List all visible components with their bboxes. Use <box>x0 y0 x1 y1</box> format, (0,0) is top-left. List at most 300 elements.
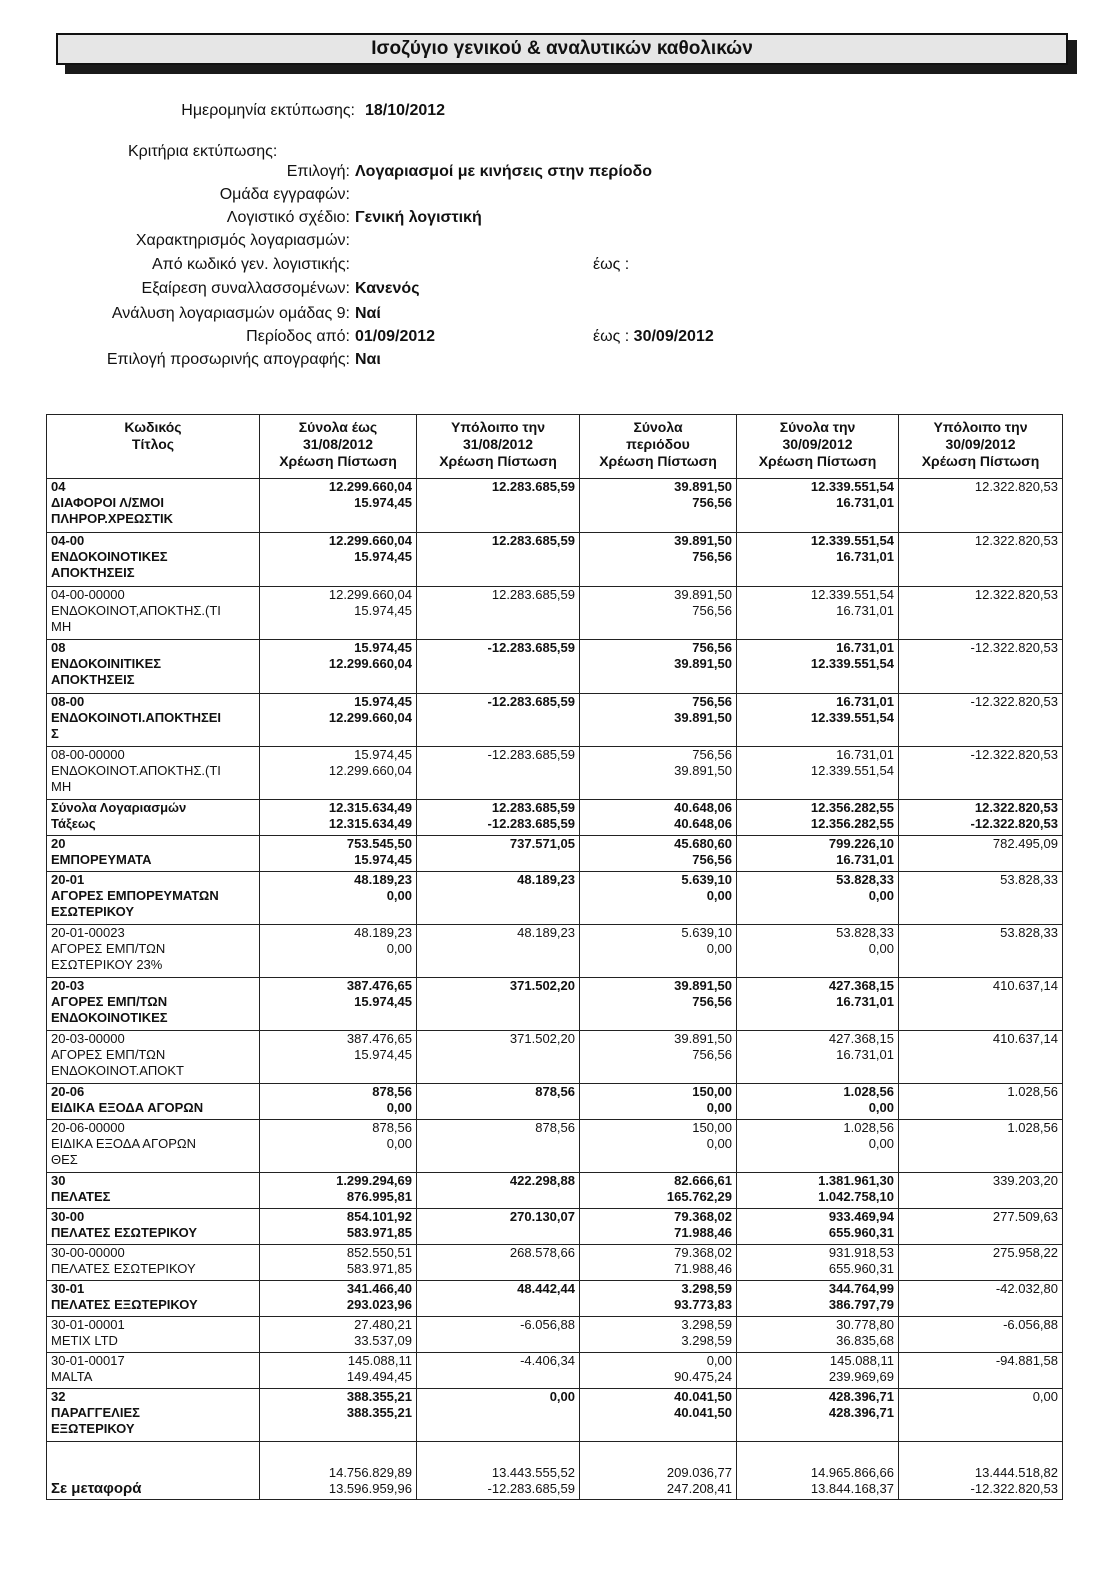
cell-debit: 410.637,14 <box>992 978 1058 993</box>
cell-debit: 427.368,15 <box>828 1031 894 1046</box>
cell-credit: 756,56 <box>692 495 732 510</box>
cell-credit: 93.773,83 <box>674 1297 732 1312</box>
balance-at-date-cell <box>899 1084 1063 1120</box>
cell-debit: 387.476,65 <box>346 978 412 993</box>
cell-credit: 12.339.551,54 <box>810 656 894 671</box>
cell-debit: 48.189,23 <box>517 872 575 887</box>
cell-credit: 16.731,01 <box>836 603 894 618</box>
column-header <box>417 415 580 479</box>
cell-credit: 756,56 <box>692 1047 732 1062</box>
balance-prior-cell <box>417 1281 580 1317</box>
print-date-row <box>0 102 1115 124</box>
period-totals-cell <box>580 1389 737 1442</box>
cell-debit: 82.666,61 <box>674 1173 732 1188</box>
account-title: ΑΠΟΚΤΗΣΕΙΣ <box>51 672 135 687</box>
totals-at-date-cell <box>737 747 899 800</box>
account-title: ΕΝΔΟΚΟΙΝΟΤΙ.ΑΠΟΚΤΗΣΕΙ <box>51 710 222 725</box>
cell-debit: -6.056,88 <box>520 1317 575 1332</box>
balance-prior-cell <box>417 1173 580 1209</box>
cell-debit: 422.298,88 <box>509 1173 575 1188</box>
cell-debit: -12.322.820,53 <box>970 747 1058 762</box>
balance-table <box>46 414 1063 1500</box>
column-header-line3: Χρέωση Πίστωση <box>599 453 717 469</box>
account-cell <box>47 1245 260 1281</box>
period-totals-cell <box>580 978 737 1031</box>
account-code: 32 <box>51 1389 66 1404</box>
cell-credit: 15.974,45 <box>354 994 412 1009</box>
totals-to-date-cell <box>260 1281 417 1317</box>
print-date-label: Ημερομηνία εκτύπωσης: <box>181 102 355 119</box>
totals-at-date-cell <box>737 1389 899 1442</box>
account-cell <box>47 978 260 1031</box>
criteria-row <box>0 163 1115 185</box>
account-title: ΕΜΠΟΡΕΥΜΑΤΑ <box>51 852 152 867</box>
balance-at-date-cell <box>899 747 1063 800</box>
account-title: ΑΠΟΚΤΗΣΕΙΣ <box>51 565 135 580</box>
cell-credit: 16.731,01 <box>836 549 894 564</box>
account-title: ΔΙΑΦΟΡΟΙ Λ/ΣΜΟΙ <box>51 495 164 510</box>
cell-debit: 5.639,10 <box>681 872 732 887</box>
cell-credit: 239.969,69 <box>828 1369 894 1384</box>
balance-prior-cell <box>417 640 580 694</box>
cell-debit: -42.032,80 <box>995 1281 1058 1296</box>
cell-debit: 48.189,23 <box>517 925 575 940</box>
account-code: 20-01-00023 <box>51 925 125 940</box>
table-header-row <box>47 415 1063 479</box>
table-row <box>47 925 1063 978</box>
balance-prior-cell <box>417 1389 580 1442</box>
totals-at-date-cell <box>737 1173 899 1209</box>
cell-debit: -4.406,34 <box>520 1353 575 1368</box>
cell-credit: 247.208,41 <box>666 1481 732 1496</box>
cell-credit: 16.731,01 <box>836 1047 894 1062</box>
cell-debit: 12.299.660,04 <box>328 587 412 602</box>
account-title: ΑΓΟΡΕΣ ΕΜΠ/ΤΩΝ <box>51 1047 166 1062</box>
cell-credit: 12.339.551,54 <box>810 710 894 725</box>
balance-at-date-cell <box>899 1031 1063 1084</box>
table-row <box>47 640 1063 694</box>
account-title: ΑΓΟΡΕΣ ΕΜΠ/ΤΩΝ <box>51 994 168 1009</box>
totals-to-date-cell <box>260 533 417 587</box>
table-row <box>47 1173 1063 1209</box>
account-cell <box>47 694 260 747</box>
criteria-extra-value: 30/09/2012 <box>633 328 714 345</box>
totals-to-date-cell <box>260 1353 417 1389</box>
criteria-row <box>0 351 1115 373</box>
account-code: 08-00-00000 <box>51 747 125 762</box>
carry-forward-row <box>47 1442 1063 1500</box>
totals-at-date-cell <box>737 872 899 925</box>
cell-debit: 344.764,99 <box>828 1281 894 1296</box>
carry-cell <box>899 1442 1063 1500</box>
column-header <box>260 415 417 479</box>
cell-debit: 371.502,20 <box>509 978 575 993</box>
cell-debit: 1.028,56 <box>1007 1120 1058 1135</box>
cell-debit: 209.036,77 <box>666 1465 732 1480</box>
balance-at-date-cell <box>899 836 1063 872</box>
column-header-line2: 31/08/2012 <box>302 436 374 452</box>
cell-debit: 15.974,45 <box>354 640 412 655</box>
cell-debit: 12.283.685,59 <box>491 533 575 548</box>
totals-at-date-cell <box>737 1209 899 1245</box>
cell-debit: 878,56 <box>372 1084 412 1099</box>
cell-credit: 33.537,09 <box>354 1333 412 1348</box>
totals-to-date-cell <box>260 925 417 978</box>
account-cell <box>47 800 260 836</box>
criteria-heading: Κριτήρια εκτύπωσης: <box>128 143 278 160</box>
cell-credit: 13.844.168,37 <box>810 1481 894 1496</box>
cell-credit: 0,00 <box>706 888 732 903</box>
criteria-label: Επιλογή προσωρινής απογραφής: <box>106 351 350 368</box>
cell-credit: 39.891,50 <box>674 710 732 725</box>
balance-prior-cell <box>417 1353 580 1389</box>
balance-prior-cell <box>417 1031 580 1084</box>
criteria-label: Χαρακτηρισμός λογαριασμών: <box>135 232 350 249</box>
account-title: ΕΞΩΤΕΡΙΚΟΥ <box>51 1421 135 1436</box>
balance-at-date-cell <box>899 978 1063 1031</box>
criteria-value: Κανενός <box>355 280 420 297</box>
account-code: 08 <box>51 640 66 655</box>
totals-to-date-cell <box>260 978 417 1031</box>
table-row <box>47 1389 1063 1442</box>
account-cell <box>47 1173 260 1209</box>
period-totals-cell <box>580 747 737 800</box>
cell-debit: 12.339.551,54 <box>810 479 894 494</box>
table-body <box>47 479 1063 1500</box>
balance-prior-cell <box>417 1084 580 1120</box>
account-title: ΑΓΟΡΕΣ ΕΜΠ/ΤΩΝ <box>51 941 166 956</box>
cell-debit: 878,56 <box>535 1120 575 1135</box>
criteria-row <box>0 256 1115 278</box>
cell-credit: 71.988,46 <box>674 1225 732 1240</box>
cell-debit: 878,56 <box>372 1120 412 1135</box>
cell-debit: -12.283.685,59 <box>487 694 575 709</box>
table-row <box>47 1084 1063 1120</box>
totals-at-date-cell <box>737 1245 899 1281</box>
account-title: ΕΝΔΟΚΟΙΝΙΤΙΚΕΣ <box>51 656 162 671</box>
balance-prior-cell <box>417 694 580 747</box>
criteria-label: Περίοδος από: <box>246 328 350 345</box>
cell-debit: 3.298,59 <box>681 1317 732 1332</box>
totals-to-date-cell <box>260 479 417 533</box>
period-totals-cell <box>580 640 737 694</box>
column-header-line1: Κωδικός <box>124 419 182 435</box>
balance-prior-cell <box>417 836 580 872</box>
totals-at-date-cell <box>737 1031 899 1084</box>
column-header-line3: Χρέωση Πίστωση <box>758 453 877 469</box>
balance-at-date-cell <box>899 872 1063 925</box>
cell-debit: -12.322.820,53 <box>970 694 1058 709</box>
criteria-label: Λογιστικό σχέδιο: <box>226 209 350 226</box>
cell-credit: 12.299.660,04 <box>328 763 412 778</box>
cell-debit: 3.298,59 <box>681 1281 732 1296</box>
cell-debit: 753.545,50 <box>346 836 412 851</box>
balance-at-date-cell <box>899 479 1063 533</box>
table-row <box>47 1120 1063 1173</box>
balance-at-date-cell <box>899 533 1063 587</box>
cell-debit: 12.339.551,54 <box>810 533 894 548</box>
account-title: Τάξεως <box>51 816 96 831</box>
column-header-line1: Υπόλοιπο την <box>450 419 546 435</box>
cell-debit: 150,00 <box>692 1120 732 1135</box>
cell-credit: 15.974,45 <box>354 852 412 867</box>
column-header-line2: 30/09/2012 <box>782 436 853 452</box>
cell-debit: 150,00 <box>692 1084 732 1099</box>
column-header-line2: 31/08/2012 <box>462 436 534 452</box>
account-code: 30 <box>51 1173 66 1188</box>
cell-debit: 53.828,33 <box>1000 872 1058 887</box>
cell-credit: 0,00 <box>706 1100 732 1115</box>
period-totals-cell <box>580 1084 737 1120</box>
criteria-extra: έως : 30/09/2012 <box>593 328 714 345</box>
cell-credit: 165.762,29 <box>666 1189 732 1204</box>
cell-credit: 386.797,79 <box>828 1297 894 1312</box>
totals-at-date-cell <box>737 978 899 1031</box>
totals-to-date-cell <box>260 800 417 836</box>
account-title: ΠΛΗΡΟΡ.ΧΡΕΩΣΤΙΚ <box>51 511 174 526</box>
cell-debit: 15.974,45 <box>354 694 412 709</box>
period-totals-cell <box>580 1209 737 1245</box>
account-code: 20 <box>51 836 66 851</box>
cell-credit: 0,00 <box>386 941 412 956</box>
cell-debit: 15.974,45 <box>354 747 412 762</box>
totals-to-date-cell <box>260 640 417 694</box>
cell-credit: 388.355,21 <box>346 1405 412 1420</box>
account-code: 20-03 <box>51 978 85 993</box>
cell-credit: 0,00 <box>868 1100 894 1115</box>
period-totals-cell <box>580 1031 737 1084</box>
column-header-line1: Σύνολα <box>633 419 683 435</box>
cell-debit: 40.648,06 <box>674 800 732 815</box>
cell-debit: 268.578,66 <box>509 1245 575 1260</box>
cell-debit: -94.881,58 <box>995 1353 1058 1368</box>
criteria-value: Γενική λογιστική <box>355 209 482 226</box>
criteria-value: 01/09/2012 <box>355 328 436 345</box>
account-cell <box>47 1353 260 1389</box>
totals-at-date-cell <box>737 479 899 533</box>
cell-credit: 149.494,45 <box>346 1369 412 1384</box>
account-title: METIX LTD <box>51 1333 118 1348</box>
account-code: 20-03-00000 <box>51 1031 125 1046</box>
account-cell <box>47 1389 260 1442</box>
cell-credit: 90.475,24 <box>674 1369 732 1384</box>
cell-debit: 388.355,21 <box>346 1389 412 1404</box>
cell-credit: -12.322.820,53 <box>970 816 1058 831</box>
account-cell <box>47 479 260 533</box>
account-title: ΕΙΔΙΚΑ ΕΞΟΔΑ ΑΓΟΡΩΝ <box>51 1100 204 1115</box>
table-row <box>47 800 1063 836</box>
cell-debit: 53.828,33 <box>836 925 894 940</box>
cell-debit: 39.891,50 <box>674 1031 732 1046</box>
account-title: ΜΗ <box>51 619 72 634</box>
account-cell <box>47 747 260 800</box>
cell-debit: 27.480,21 <box>354 1317 412 1332</box>
cell-debit: 1.381.961,30 <box>818 1173 894 1188</box>
column-header-line1: Υπόλοιπο την <box>933 419 1028 435</box>
period-totals-cell <box>580 1245 737 1281</box>
cell-debit: 339.203,20 <box>992 1173 1058 1188</box>
column-header-line2: Τίτλος <box>131 436 175 452</box>
cell-debit: 0,00 <box>1032 1389 1058 1404</box>
table-row <box>47 1209 1063 1245</box>
period-totals-cell <box>580 1281 737 1317</box>
carry-cell <box>580 1442 737 1500</box>
cell-debit: 16.731,01 <box>836 747 894 762</box>
account-title: ΘΕΣ <box>51 1152 78 1167</box>
account-cell <box>47 1084 260 1120</box>
balance-at-date-cell <box>899 694 1063 747</box>
cell-credit: 12.299.660,04 <box>328 710 412 725</box>
account-cell <box>47 872 260 925</box>
cell-debit: 1.028,56 <box>843 1120 894 1135</box>
cell-debit: 12.322.820,53 <box>974 533 1058 548</box>
cell-debit: 12.283.685,59 <box>491 479 575 494</box>
cell-debit: 410.637,14 <box>992 1031 1058 1046</box>
criteria-label: Από κωδικό γεν. λογιστικής: <box>152 256 350 273</box>
column-header <box>580 415 737 479</box>
totals-to-date-cell <box>260 1084 417 1120</box>
cell-credit: 71.988,46 <box>674 1261 732 1276</box>
account-code: 08-00 <box>51 694 85 709</box>
column-header-line2: περιόδου <box>626 436 690 452</box>
account-cell <box>47 1209 260 1245</box>
cell-debit: 30.778,80 <box>836 1317 894 1332</box>
balance-at-date-cell <box>899 925 1063 978</box>
table-row <box>47 479 1063 533</box>
column-header-line1: Σύνολα έως <box>298 419 378 435</box>
balance-at-date-cell <box>899 1281 1063 1317</box>
cell-credit: 428.396,71 <box>828 1405 894 1420</box>
account-title: ΑΓΟΡΕΣ ΕΜΠΟΡΕΥΜΑΤΩΝ <box>51 888 219 903</box>
totals-to-date-cell <box>260 694 417 747</box>
cell-debit: 12.299.660,04 <box>328 533 412 548</box>
balance-at-date-cell <box>899 1173 1063 1209</box>
criteria-label: Ομάδα εγγραφών: <box>219 186 350 203</box>
account-title: ΠΕΛΑΤΕΣ ΕΣΩΤΕΡΙΚΟΥ <box>51 1261 196 1276</box>
cell-debit: 14.965.866,66 <box>810 1465 894 1480</box>
cell-debit: 13.444.518,82 <box>974 1465 1058 1480</box>
totals-to-date-cell <box>260 1245 417 1281</box>
period-totals-cell <box>580 800 737 836</box>
balance-prior-cell <box>417 872 580 925</box>
cell-credit: 39.891,50 <box>674 656 732 671</box>
cell-credit: 0,00 <box>868 1136 894 1151</box>
cell-debit: 12.322.820,53 <box>974 479 1058 494</box>
cell-debit: 427.368,15 <box>828 978 894 993</box>
cell-debit: 79.368,02 <box>674 1245 732 1260</box>
cell-debit: 48.189,23 <box>354 872 412 887</box>
balance-prior-cell <box>417 1317 580 1353</box>
cell-debit: 782.495,09 <box>992 836 1058 851</box>
print-date-value: 18/10/2012 <box>365 102 446 119</box>
cell-credit: 0,00 <box>868 941 894 956</box>
balance-prior-cell <box>417 1245 580 1281</box>
column-header-line1: Σύνολα την <box>779 419 856 435</box>
account-code: Σύνολα Λογαριασμών <box>51 800 187 815</box>
account-title: ΠΕΛΑΤΕΣ ΕΣΩΤΕΡΙΚΟΥ <box>51 1225 198 1240</box>
totals-at-date-cell <box>737 1120 899 1173</box>
cell-debit: 878,56 <box>535 1084 575 1099</box>
cell-debit: 16.731,01 <box>836 694 894 709</box>
account-code: 04-00 <box>51 533 85 548</box>
account-code: 20-06 <box>51 1084 85 1099</box>
cell-debit: 48.189,23 <box>354 925 412 940</box>
cell-debit: 756,56 <box>692 694 732 709</box>
totals-at-date-cell <box>737 925 899 978</box>
account-cell <box>47 640 260 694</box>
account-cell <box>47 1120 260 1173</box>
cell-debit: 852.550,51 <box>346 1245 412 1260</box>
cell-debit: 270.130,07 <box>509 1209 575 1224</box>
cell-debit: 387.476,65 <box>346 1031 412 1046</box>
cell-debit: 1.028,56 <box>843 1084 894 1099</box>
account-title: ΜΗ <box>51 779 72 794</box>
period-totals-cell <box>580 1120 737 1173</box>
period-totals-cell <box>580 1317 737 1353</box>
cell-credit: 583.971,85 <box>346 1225 412 1240</box>
cell-debit: 756,56 <box>692 640 732 655</box>
cell-credit: 0,00 <box>706 1136 732 1151</box>
cell-debit: 79.368,02 <box>674 1209 732 1224</box>
account-title: ΕΙΔΙΚΑ ΕΞΟΔΑ ΑΓΟΡΩΝ <box>51 1136 197 1151</box>
account-cell <box>47 533 260 587</box>
cell-debit: 145.088,11 <box>829 1353 894 1368</box>
cell-credit: -12.283.685,59 <box>487 1481 575 1496</box>
account-title: ΠΕΛΑΤΕΣ ΕΞΩΤΕΡΙΚΟΥ <box>51 1297 198 1312</box>
cell-credit: 0,00 <box>386 1136 412 1151</box>
cell-credit: 12.356.282,55 <box>810 816 894 831</box>
cell-debit: 341.466,40 <box>346 1281 412 1296</box>
criteria-row <box>0 209 1115 231</box>
table-row <box>47 747 1063 800</box>
balance-prior-cell <box>417 479 580 533</box>
balance-prior-cell <box>417 800 580 836</box>
cell-debit: 854.101,92 <box>346 1209 412 1224</box>
cell-credit: 16.731,01 <box>836 495 894 510</box>
account-code: 30-01 <box>51 1281 85 1296</box>
totals-to-date-cell <box>260 1120 417 1173</box>
cell-debit: 53.828,33 <box>1000 925 1058 940</box>
account-title: MALTA <box>51 1369 93 1384</box>
cell-credit: 36.835,68 <box>836 1333 894 1348</box>
period-totals-cell <box>580 587 737 640</box>
account-title: ΕΝΔΟΚΟΙΝΟΤ.ΑΠΟΚΤ <box>51 1063 184 1078</box>
totals-to-date-cell <box>260 747 417 800</box>
period-totals-cell <box>580 1173 737 1209</box>
totals-at-date-cell <box>737 836 899 872</box>
period-totals-cell <box>580 479 737 533</box>
account-code: 30-01-00017 <box>51 1353 125 1368</box>
balance-prior-cell <box>417 925 580 978</box>
cell-credit: 583.971,85 <box>346 1261 412 1276</box>
balance-at-date-cell <box>899 1245 1063 1281</box>
period-totals-cell <box>580 872 737 925</box>
cell-credit: 655.960,31 <box>828 1225 894 1240</box>
column-header <box>737 415 899 479</box>
cell-credit: 16.731,01 <box>836 852 894 867</box>
period-totals-cell <box>580 533 737 587</box>
cell-credit: 12.339.551,54 <box>810 763 894 778</box>
balance-prior-cell <box>417 747 580 800</box>
totals-to-date-cell <box>260 836 417 872</box>
cell-debit: 40.041,50 <box>674 1389 732 1404</box>
cell-debit: 12.283.685,59 <box>491 587 575 602</box>
cell-debit: 931.918,53 <box>828 1245 894 1260</box>
account-title: Σ <box>51 726 59 741</box>
cell-credit: 12.315.634,49 <box>328 816 412 831</box>
cell-credit: 0,00 <box>868 888 894 903</box>
cell-debit: 48.442,44 <box>517 1281 575 1296</box>
